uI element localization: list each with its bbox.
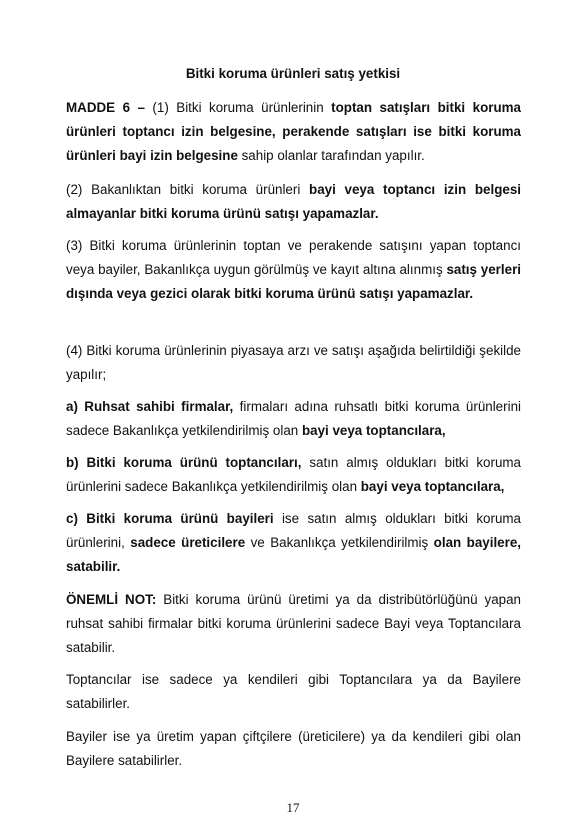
paragraph-dealers [66, 725, 521, 773]
bold-text-segment: toptan satışları bitki koruma ürünleri toptancı izin belgesine, perakende satışları ise bitki koruma ürünleri bayi izin belgesine [66, 100, 521, 163]
paragraph-madde-6-3 [66, 234, 521, 306]
paragraph-important-note [66, 588, 521, 660]
text-segment: Toptancılar ise sadece ya kendileri gibi Toptancılara ya da Bayilere satabilirler. [66, 672, 521, 711]
text-segment: (2) Bakanlıktan bitki koruma ürünleri [66, 182, 310, 197]
bold-text-segment: bayi veya toptancı izin belgesi almayanlar bitki koruma ürünü satışı yapamazlar. [66, 182, 521, 221]
section-title: Bitki koruma ürünleri satış yetkisi [185, 66, 401, 81]
text-segment: (3) Bitki koruma ürünlerinin toptan ve perakende satışını yapan toptancı veya bayiler, Bakanlıkça uygun görülmüş ve kayıt altına alınmış [66, 238, 521, 277]
text-segment: sahip olanlar tarafından yapılır. [237, 148, 425, 163]
bold-text-segment: sadece üreticilere [130, 535, 246, 550]
bold-text-segment: satış yerleri dışında veya gezici olarak bitki koruma ürünü satışı yapamazlar. [66, 262, 521, 301]
bold-text-segment: ÖNEMLİ NOT: [66, 592, 157, 607]
page-number: 17 [286, 800, 300, 815]
text-segment: Bayiler ise ya üretim yapan çiftçilere (üreticilere) ya da kendileri gibi olan Bayilere satabilirler. [66, 729, 521, 768]
paragraph-item-a [66, 395, 521, 443]
text-segment: firmaları adına ruhsatlı bitki koruma ürünlerini sadece Bakanlıkça yetkilendirilmiş olan [66, 399, 521, 438]
text-segment: (1) Bitki koruma ürünlerinin [152, 100, 332, 115]
bold-text-segment: MADDE 6 – [66, 100, 153, 115]
paragraph-item-b [66, 451, 521, 499]
paragraph-wholesalers [66, 668, 521, 716]
bold-text-segment: olan bayilere, satabilir. [66, 535, 521, 574]
text-segment: satın almış oldukları bitki koruma ürünlerini sadece Bakanlıkça yetkilendirilmiş olan [66, 455, 522, 494]
bold-text-segment: bayi veya toptancılara, [301, 423, 446, 438]
text-segment: (4) Bitki koruma ürünlerinin piyasaya arzı ve satışı aşağıda belirtildiği şekilde yapılır; [66, 343, 521, 382]
text-segment: ve Bakanlıkça yetkilendirilmiş [245, 535, 434, 550]
text-segment: Bitki koruma ürünü üretimi ya da distribütörlüğünü yapan ruhsat sahibi firmalar bitki koruma ürünlerini sadece Bayi veya Toptancılara satabilir. [66, 592, 521, 655]
bold-text-segment: a) Ruhsat sahibi firmalar, [66, 399, 234, 414]
paragraph-madde-6-1 [66, 96, 521, 168]
text-segment: ise satın almış oldukları bitki koruma ürünlerini, [66, 511, 522, 550]
paragraph-madde-6-4 [66, 339, 521, 387]
bold-text-segment: bayi veya toptancılara, [360, 479, 505, 494]
bold-text-segment: b) Bitki koruma ürünü toptancıları, [66, 455, 302, 470]
paragraph-item-c [66, 507, 521, 579]
bold-text-segment: c) Bitki koruma ürünü bayileri [66, 511, 274, 526]
paragraph-madde-6-2 [66, 178, 521, 226]
